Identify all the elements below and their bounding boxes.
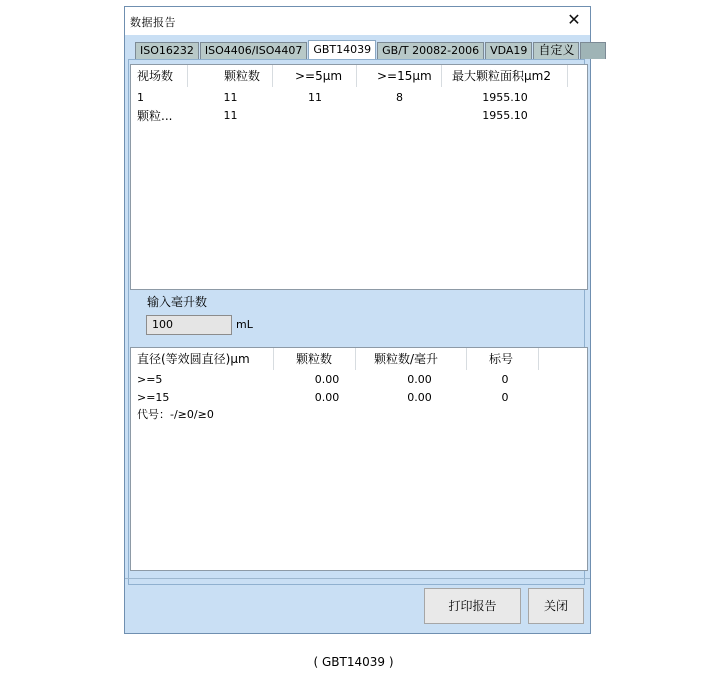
- window-title: 数据报告: [130, 16, 176, 29]
- close-button[interactable]: 关闭: [528, 588, 584, 624]
- print-report-button[interactable]: 打印报告: [424, 588, 521, 624]
- tab-strip: [135, 41, 606, 59]
- footer-divider: [125, 578, 590, 579]
- table-cell: >=15: [137, 391, 170, 404]
- column-header[interactable]: 视场数: [131, 65, 188, 87]
- dialog-client-area: [125, 35, 590, 633]
- grade-table[interactable]: [130, 347, 588, 571]
- table-row[interactable]: [131, 89, 568, 107]
- table-cell: 1955.10: [482, 109, 528, 122]
- tab-gbt14039[interactable]: GBT14039: [308, 40, 376, 59]
- table-header: [131, 65, 568, 87]
- volume-ml-input[interactable]: 100: [146, 315, 232, 335]
- table-cell: 1955.10: [482, 91, 528, 104]
- tab-iso4406-iso4407[interactable]: ISO4406/ISO4407: [200, 42, 307, 59]
- tab-strip-filler: [580, 42, 606, 59]
- table-cell: [357, 107, 442, 125]
- volume-input-label: 输入毫升数: [147, 295, 208, 309]
- table-cell: >=5: [137, 373, 163, 386]
- column-header[interactable]: 最大颗粒面积μm2: [442, 65, 568, 87]
- table-row[interactable]: [131, 371, 539, 389]
- table-cell: 0: [501, 373, 509, 386]
- tab-vda19[interactable]: VDA19: [485, 42, 532, 59]
- table-cell: 11: [223, 109, 238, 122]
- tab-custom[interactable]: 自定义: [533, 42, 579, 59]
- column-header[interactable]: >=15μm: [357, 65, 442, 87]
- close-icon[interactable]: ✕: [567, 10, 581, 29]
- column-header[interactable]: 颗粒数: [188, 65, 273, 87]
- column-header[interactable]: 颗粒数: [274, 348, 356, 370]
- table-header: [131, 348, 539, 370]
- tab-gbt-20082-2006[interactable]: GB/T 20082-2006: [377, 42, 484, 59]
- column-header[interactable]: 颗粒数/毫升: [356, 348, 467, 370]
- title-bar[interactable]: [125, 7, 590, 35]
- table-row[interactable]: [131, 389, 539, 407]
- table-cell: 0: [501, 391, 509, 404]
- table-cell: 11: [308, 91, 322, 104]
- particle-count-table[interactable]: [130, 64, 588, 290]
- column-header[interactable]: 直径(等效圆直径)μm: [131, 348, 274, 370]
- table-cell: 颗粒...: [137, 109, 173, 123]
- volume-unit-label: mL: [236, 318, 253, 331]
- tab-iso16232[interactable]: ISO16232: [135, 42, 199, 59]
- table-cell: 1: [137, 91, 144, 104]
- table-cell: 11: [223, 91, 238, 104]
- table-cell: 0.00: [314, 373, 340, 386]
- table-row[interactable]: [131, 107, 568, 125]
- table-cell: 0.00: [314, 391, 340, 404]
- table-cell: 0.00: [407, 373, 432, 386]
- grade-code-line: 代号：-/≥0/≥0: [137, 408, 214, 421]
- table-cell: 8: [396, 91, 403, 104]
- data-report-dialog: [124, 6, 591, 634]
- table-cell: [273, 107, 357, 125]
- figure-caption: ( GBT14039 ): [313, 655, 394, 669]
- table-cell: 0.00: [407, 391, 432, 404]
- column-header[interactable]: >=5μm: [273, 65, 357, 87]
- column-header[interactable]: 标号: [467, 348, 539, 370]
